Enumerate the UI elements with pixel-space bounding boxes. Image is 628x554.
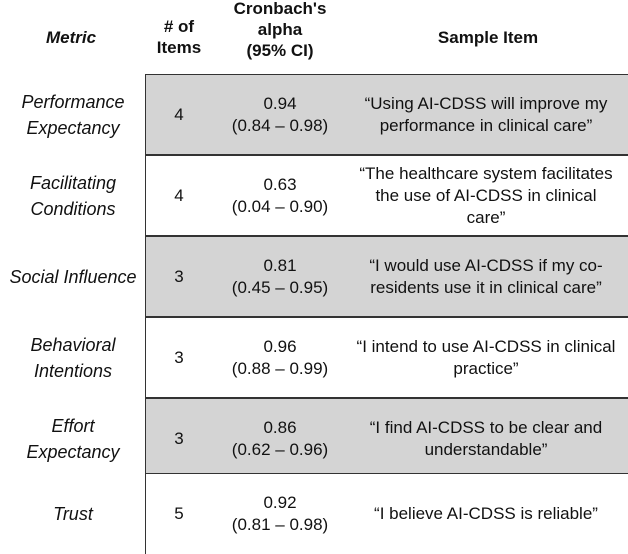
alpha-value: 0.92 [263, 492, 297, 512]
metric-name-line1: Social Influence [9, 266, 137, 287]
alpha-ci: (0.88 – 0.99) [231, 358, 329, 378]
header-metric [0, 0, 142, 74]
sample-item-cell: “I intend to use AI-CDSS in clinical practice” [356, 336, 616, 378]
alpha-cell [212, 155, 348, 236]
items-cell: 4 [174, 185, 184, 205]
alpha-ci: (0.81 – 0.98) [231, 514, 329, 534]
table-row [0, 398, 628, 479]
sample-item-cell: “I find AI-CDSS to be clear and understandable” [369, 417, 603, 459]
items-cell: 4 [174, 104, 184, 124]
table-row [0, 473, 628, 554]
alpha-value: 0.86 [263, 417, 297, 437]
column-divider [145, 74, 146, 554]
metric-name-line1: Facilitating [29, 172, 117, 193]
items-cell: 3 [174, 428, 184, 448]
header-sample-label: Sample Item [437, 27, 539, 47]
alpha-cell [212, 317, 348, 398]
table-row [0, 74, 628, 155]
metric-name-line1: Effort [51, 415, 95, 436]
table-row [0, 317, 628, 398]
sample-item-cell: “The healthcare system facilitates the use of AI-CDSS in clinical care” [359, 163, 613, 227]
sample-item-cell: “I believe AI-CDSS is reliable” [374, 503, 598, 523]
header-items [146, 0, 212, 74]
alpha-cell [212, 398, 348, 479]
alpha-ci: (0.62 – 0.96) [231, 439, 329, 459]
metric-name-line2: Intentions [33, 360, 113, 381]
metric-cell [0, 398, 146, 479]
header-metric-label: Metric [45, 27, 97, 47]
table-header [0, 0, 628, 74]
sample-item-cell: “I would use AI-CDSS if my co-residents use it in clinical care” [369, 255, 603, 297]
metric-name-line1: Performance [21, 91, 125, 112]
alpha-ci: (0.04 – 0.90) [231, 196, 329, 216]
metric-name-line2: Expectancy [26, 117, 120, 138]
header-alpha-line2: alpha [257, 20, 303, 39]
alpha-value: 0.96 [263, 336, 297, 356]
metric-name-line2: Expectancy [26, 441, 120, 462]
alpha-cell [212, 74, 348, 155]
alpha-cell [212, 236, 348, 317]
alpha-value: 0.63 [263, 174, 297, 194]
items-cell: 5 [174, 503, 184, 523]
metric-name-line1: Behavioral [30, 334, 116, 355]
header-alpha-line3: (95% CI) [246, 41, 314, 60]
table-row [0, 236, 628, 317]
items-cell: 3 [174, 347, 184, 367]
header-sample [348, 0, 628, 74]
alpha-value: 0.81 [263, 255, 297, 275]
header-alpha-line1: Cronbach's [233, 0, 327, 18]
items-cell: 3 [174, 266, 184, 286]
alpha-ci: (0.84 – 0.98) [231, 115, 329, 135]
sample-item-cell: “Using AI-CDSS will improve my performance in clinical care” [364, 93, 608, 135]
metric-cell [0, 236, 146, 317]
metric-name-line1: Trust [53, 503, 93, 524]
metric-cell [0, 74, 146, 155]
metric-name-line2: Conditions [30, 198, 116, 219]
metric-cell [0, 155, 146, 236]
header-alpha [212, 0, 348, 72]
table-row [0, 155, 628, 236]
alpha-ci: (0.45 – 0.95) [231, 277, 329, 297]
metric-cell [0, 317, 146, 398]
alpha-cell [212, 473, 348, 554]
metric-cell [0, 473, 146, 554]
header-items-line2: Items [156, 38, 202, 57]
header-items-line1: # of [163, 17, 195, 36]
alpha-value: 0.94 [263, 93, 297, 113]
